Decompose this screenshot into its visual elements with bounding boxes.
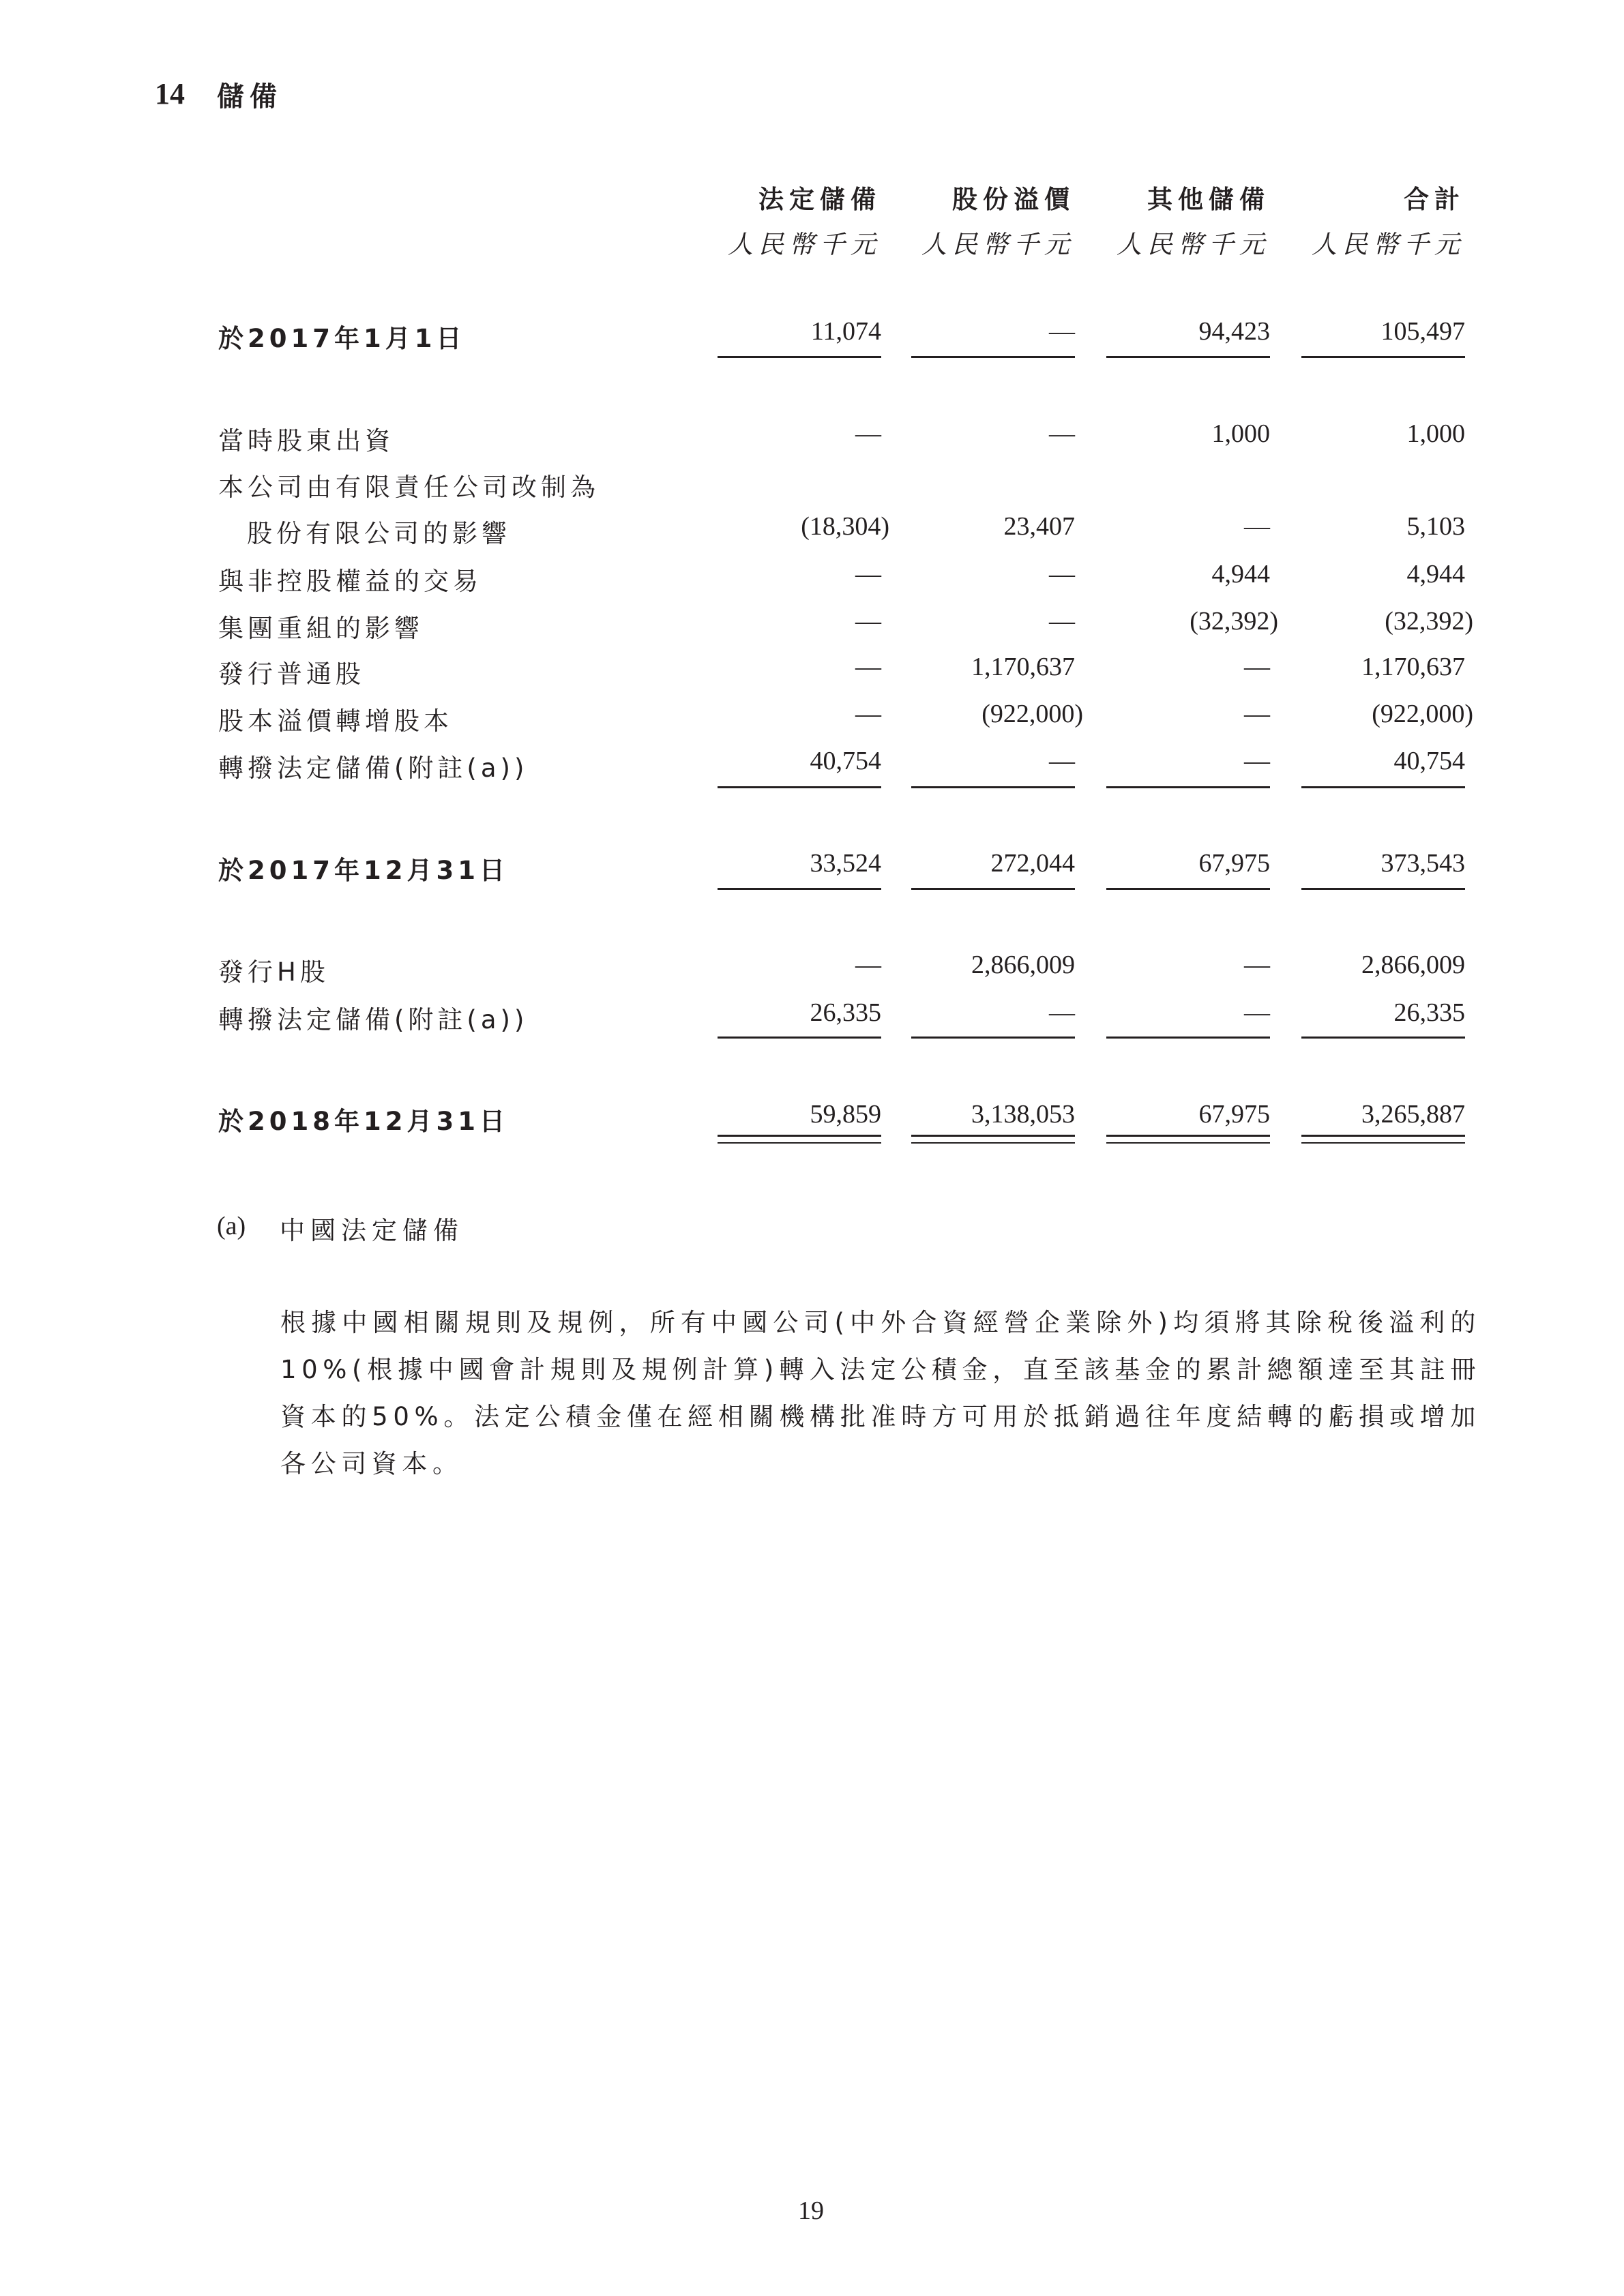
table-cell: 67,975 — [1198, 849, 1270, 878]
row-label: 集團重組的影響 — [218, 614, 424, 643]
table-cell: — — [1049, 747, 1075, 775]
row-label: 當時股東出資 — [218, 426, 394, 456]
table-cell: 1,000 — [1211, 419, 1270, 448]
table-cell: — — [855, 607, 881, 636]
single-underline — [1301, 1037, 1465, 1039]
table-cell: 40,754 — [1393, 747, 1465, 775]
row-label: 轉撥法定儲備(附註(a)) — [218, 754, 529, 783]
table-cell: — — [855, 951, 881, 979]
column-unit: 人民幣千元 — [1117, 230, 1270, 259]
single-underline — [1301, 888, 1465, 890]
table-cell: 5,103 — [1406, 512, 1465, 541]
column-unit: 人民幣千元 — [728, 230, 881, 259]
table-cell: 3,265,887 — [1361, 1100, 1465, 1129]
table-cell: 23,407 — [1003, 512, 1075, 541]
table-cell: (32,392) — [1385, 607, 1473, 636]
row-label: 股份有限公司的影響 — [247, 519, 511, 548]
table-cell: — — [855, 560, 881, 588]
single-underline — [718, 888, 881, 890]
column-header-total: 合計 — [1404, 185, 1465, 214]
single-underline — [911, 1037, 1075, 1039]
note-body: 根據中國相關規則及規例，所有中國公司(中外合資經營企業除外)均須將其除稅後溢利的10%(根據中國會計規則及規例計算)轉入法定公積金，直至該基金的累計總額達至其註冊資本的50%。法定公積金僅在經相關機構批准時方可用於抵銷過往年度結轉的虧損或增加各公司資本。 — [280, 1308, 1481, 1478]
table-cell: (32,392) — [1190, 607, 1278, 636]
table-cell: — — [1244, 951, 1270, 979]
row-label: 於2018年12月31日 — [218, 1107, 509, 1136]
table-cell: (922,000) — [981, 700, 1083, 728]
table-cell: 26,335 — [1393, 998, 1465, 1027]
section-title: 儲備 — [217, 81, 282, 113]
row-label: 股本溢價轉增股本 — [218, 706, 453, 736]
row-label: 發行普通股 — [218, 659, 365, 689]
table-cell: 373,543 — [1381, 849, 1465, 878]
table-cell: (18,304) — [801, 512, 889, 541]
table-cell: 33,524 — [810, 849, 881, 878]
table-cell: — — [1049, 560, 1075, 588]
table-cell: — — [1049, 317, 1075, 346]
table-cell: — — [1244, 700, 1270, 728]
table-cell: — — [1244, 653, 1270, 681]
page-number: 19 — [798, 2196, 824, 2225]
table-cell: 40,754 — [810, 747, 881, 775]
table-cell: — — [1049, 607, 1075, 636]
table-cell: 3,138,053 — [971, 1100, 1075, 1129]
table-cell: — — [1244, 512, 1270, 541]
table-cell: 59,859 — [810, 1100, 881, 1129]
single-underline — [911, 888, 1075, 890]
row-label: 於2017年1月1日 — [218, 324, 466, 353]
double-underline — [1106, 1135, 1270, 1144]
single-underline — [1301, 786, 1465, 788]
table-cell: 2,866,009 — [971, 951, 1075, 979]
double-underline — [911, 1135, 1075, 1144]
single-underline — [911, 356, 1075, 358]
single-underline — [911, 786, 1075, 788]
table-cell: — — [1049, 419, 1075, 448]
table-cell: — — [1244, 747, 1270, 775]
column-header-statutory-reserve: 法定儲備 — [758, 185, 881, 214]
table-cell: 1,000 — [1406, 419, 1465, 448]
row-label: 於2017年12月31日 — [218, 856, 509, 885]
table-cell: — — [855, 653, 881, 681]
table-cell: — — [1049, 998, 1075, 1027]
column-header-other-reserves: 其他儲備 — [1147, 185, 1270, 214]
row-label: 轉撥法定儲備(附註(a)) — [218, 1005, 529, 1034]
single-underline — [1106, 356, 1270, 358]
table-cell: 94,423 — [1198, 317, 1270, 346]
single-underline — [1106, 786, 1270, 788]
note-marker: (a) — [217, 1212, 246, 1240]
table-cell: 11,074 — [810, 317, 881, 346]
section-number: 14 — [155, 77, 185, 110]
column-unit: 人民幣千元 — [921, 230, 1075, 259]
column-header-share-premium: 股份溢價 — [952, 185, 1075, 214]
row-label: 本公司由有限責任公司改制為 — [218, 473, 600, 502]
table-cell: 1,170,637 — [1361, 653, 1465, 681]
double-underline — [718, 1135, 881, 1144]
single-underline — [718, 786, 881, 788]
double-underline — [1301, 1135, 1465, 1144]
column-unit: 人民幣千元 — [1312, 230, 1465, 259]
table-cell: 1,170,637 — [971, 653, 1075, 681]
table-cell: — — [855, 419, 881, 448]
table-cell: — — [1244, 998, 1270, 1027]
table-cell: 67,975 — [1198, 1100, 1270, 1129]
table-cell: 4,944 — [1211, 560, 1270, 588]
single-underline — [1301, 356, 1465, 358]
table-cell: 272,044 — [990, 849, 1075, 878]
single-underline — [718, 356, 881, 358]
table-cell: — — [855, 700, 881, 728]
table-cell: (922,000) — [1372, 700, 1473, 728]
note-title: 中國法定儲備 — [280, 1216, 464, 1245]
single-underline — [1106, 1037, 1270, 1039]
single-underline — [1106, 888, 1270, 890]
row-label: 發行H股 — [218, 957, 329, 987]
table-cell: 105,497 — [1381, 317, 1465, 346]
table-cell: 26,335 — [810, 998, 881, 1027]
single-underline — [718, 1037, 881, 1039]
table-cell: 4,944 — [1406, 560, 1465, 588]
table-cell: 2,866,009 — [1361, 951, 1465, 979]
row-label: 與非控股權益的交易 — [218, 567, 482, 596]
